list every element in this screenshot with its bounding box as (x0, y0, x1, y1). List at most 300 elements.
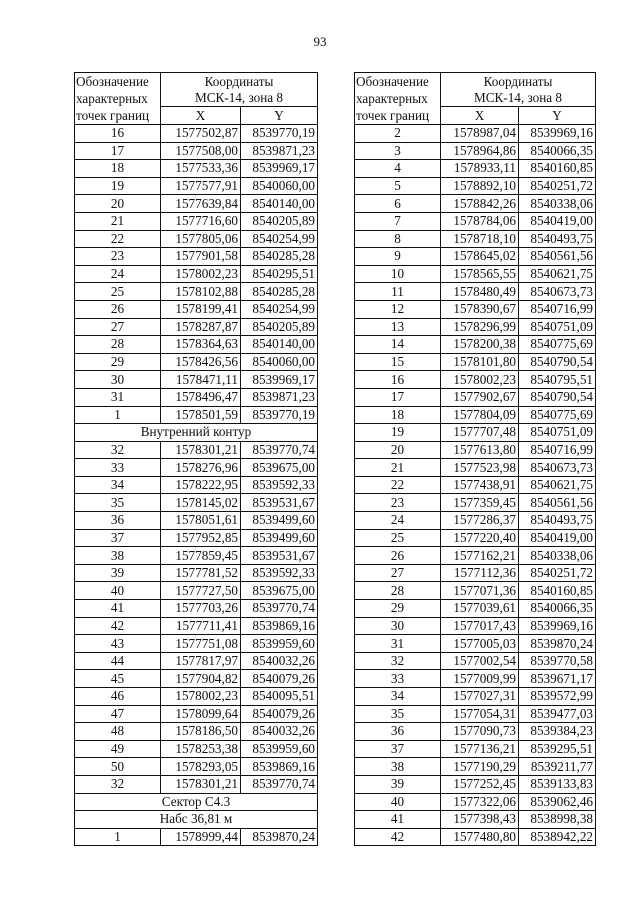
point-number: 41 (75, 600, 161, 618)
section-label: Сектор С4.3 (75, 793, 318, 811)
y-coordinate: 8540160,85 (519, 160, 596, 178)
x-coordinate: 1577220,40 (441, 529, 519, 547)
table-row (75, 635, 318, 653)
y-coordinate: 8540338,06 (519, 195, 596, 213)
table-row (75, 740, 318, 758)
x-coordinate: 1578099,64 (161, 705, 241, 723)
point-number: 43 (75, 635, 161, 653)
page-number: 93 (313, 34, 327, 49)
x-coordinate: 1577054,31 (441, 705, 519, 723)
x-coordinate: 1577322,06 (441, 793, 519, 811)
x-coordinate: 1578390,67 (441, 300, 519, 318)
designation-header-line: Обозначение (356, 74, 429, 89)
section-row (75, 811, 318, 829)
x-coordinate: 1577002,54 (441, 652, 519, 670)
x-coordinate: 1577027,31 (441, 688, 519, 706)
point-number: 48 (75, 723, 161, 741)
x-coordinate: 1578496,47 (161, 388, 241, 406)
section-label: Набс 36,81 м (75, 811, 318, 829)
y-coordinate: 8540790,54 (519, 388, 596, 406)
point-number: 16 (355, 371, 441, 389)
y-coordinate: 8539133,83 (519, 775, 596, 793)
x-coordinate: 1578002,23 (161, 265, 241, 283)
y-coordinate: 8539499,60 (241, 512, 318, 530)
y-coordinate: 8540716,99 (519, 441, 596, 459)
y-coordinate: 8540079,26 (241, 705, 318, 723)
table-row (355, 406, 596, 424)
table-row (355, 740, 596, 758)
y-coordinate: 8539384,23 (519, 723, 596, 741)
point-number: 50 (75, 758, 161, 776)
table-row (75, 336, 318, 354)
x-coordinate: 1578253,38 (161, 740, 241, 758)
x-coordinate: 1578293,05 (161, 758, 241, 776)
y-coordinate: 8539770,74 (241, 600, 318, 618)
x-coordinate: 1577005,03 (441, 635, 519, 653)
table-row (75, 300, 318, 318)
point-number: 42 (75, 617, 161, 635)
table-row (355, 811, 596, 829)
y-coordinate: 8540140,00 (241, 195, 318, 213)
y-coordinate: 8540419,00 (519, 212, 596, 230)
coordinates-table-left (74, 72, 318, 846)
x-coordinate: 1577162,21 (441, 547, 519, 565)
x-coordinate: 1578276,96 (161, 459, 241, 477)
table-row (75, 142, 318, 160)
table-row (355, 265, 596, 283)
y-coordinate: 8540205,89 (241, 318, 318, 336)
point-number: 3 (355, 142, 441, 160)
x-coordinate: 1577751,08 (161, 635, 241, 653)
point-number: 30 (355, 617, 441, 635)
y-coordinate: 8540673,73 (519, 283, 596, 301)
table-row (355, 635, 596, 653)
point-number: 20 (75, 195, 161, 213)
y-column-header: Y (519, 107, 596, 125)
point-number: 21 (75, 212, 161, 230)
point-number: 29 (355, 600, 441, 618)
x-column-header: X (161, 107, 241, 125)
x-coordinate: 1578784,06 (441, 212, 519, 230)
header-row (75, 73, 318, 107)
table-row (355, 248, 596, 266)
x-coordinate: 1578842,26 (441, 195, 519, 213)
x-coordinate: 1577902,67 (441, 388, 519, 406)
section-label: Внутренний контур (75, 424, 318, 442)
point-number: 1 (75, 828, 161, 846)
table-row (355, 353, 596, 371)
y-coordinate: 8540079,26 (241, 670, 318, 688)
coordinates-header-line: Координаты (204, 73, 274, 89)
y-coordinate: 8540716,99 (519, 300, 596, 318)
x-coordinate: 1577071,36 (441, 582, 519, 600)
x-coordinate: 1578471,11 (161, 371, 241, 389)
table-row (355, 600, 596, 618)
y-coordinate: 8539499,60 (241, 529, 318, 547)
table-row (75, 828, 318, 846)
table-row (355, 336, 596, 354)
table-row (355, 230, 596, 248)
x-coordinate: 1577090,73 (441, 723, 519, 741)
x-coordinate: 1577039,61 (441, 600, 519, 618)
y-coordinate: 8540095,51 (241, 688, 318, 706)
x-coordinate: 1578199,41 (161, 300, 241, 318)
point-number: 41 (355, 811, 441, 829)
x-coordinate: 1578002,23 (161, 688, 241, 706)
point-number: 32 (75, 441, 161, 459)
x-coordinate: 1578002,23 (441, 371, 519, 389)
table-row (75, 512, 318, 530)
y-coordinate: 8540251,72 (519, 564, 596, 582)
table-row (75, 564, 318, 582)
point-number: 20 (355, 441, 441, 459)
point-number: 46 (75, 688, 161, 706)
point-number: 10 (355, 265, 441, 283)
coordinates-header (441, 73, 596, 107)
table-row (355, 652, 596, 670)
point-number: 27 (355, 564, 441, 582)
section-row (75, 424, 318, 442)
point-number: 35 (355, 705, 441, 723)
y-coordinate: 8539295,51 (519, 740, 596, 758)
x-coordinate: 1577438,91 (441, 476, 519, 494)
y-column-header: Y (241, 107, 318, 125)
table-row (75, 670, 318, 688)
y-coordinate: 8540338,06 (519, 547, 596, 565)
table-row (355, 828, 596, 846)
table-row (355, 476, 596, 494)
x-coordinate: 1577252,45 (441, 775, 519, 793)
table-row (75, 125, 318, 143)
point-number: 26 (75, 300, 161, 318)
y-coordinate: 8540561,56 (519, 248, 596, 266)
point-number: 47 (75, 705, 161, 723)
designation-header (75, 73, 161, 125)
table-row (75, 582, 318, 600)
y-coordinate: 8540060,00 (241, 353, 318, 371)
point-number: 2 (355, 125, 441, 143)
table-row (75, 388, 318, 406)
x-coordinate: 1577398,43 (441, 811, 519, 829)
x-coordinate: 1577533,36 (161, 160, 241, 178)
y-coordinate: 8539969,16 (519, 125, 596, 143)
y-coordinate: 8539870,24 (519, 635, 596, 653)
y-coordinate: 8540561,56 (519, 494, 596, 512)
y-coordinate: 8540160,85 (519, 582, 596, 600)
x-coordinate: 1578364,63 (161, 336, 241, 354)
point-number: 12 (355, 300, 441, 318)
y-coordinate: 8540751,09 (519, 424, 596, 442)
y-coordinate: 8539675,00 (241, 459, 318, 477)
x-coordinate: 1577817,97 (161, 652, 241, 670)
x-coordinate: 1577716,60 (161, 212, 241, 230)
table-row (75, 775, 318, 793)
x-coordinate: 1577577,91 (161, 177, 241, 195)
y-coordinate: 8540751,09 (519, 318, 596, 336)
y-coordinate: 8539959,60 (241, 740, 318, 758)
x-coordinate: 1577639,84 (161, 195, 241, 213)
y-coordinate: 8539770,19 (241, 406, 318, 424)
table-row (75, 160, 318, 178)
coordinates-header-line: Координаты (483, 73, 553, 89)
y-coordinate: 8539477,03 (519, 705, 596, 723)
x-coordinate: 1577613,80 (441, 441, 519, 459)
point-number: 34 (75, 476, 161, 494)
point-number: 36 (355, 723, 441, 741)
x-coordinate: 1578145,02 (161, 494, 241, 512)
y-coordinate: 8540621,75 (519, 265, 596, 283)
x-coordinate: 1577502,87 (161, 125, 241, 143)
table-row (75, 406, 318, 424)
x-coordinate: 1578892,10 (441, 177, 519, 195)
x-coordinate: 1577136,21 (441, 740, 519, 758)
y-coordinate: 8540295,51 (241, 265, 318, 283)
table-row (355, 494, 596, 512)
point-number: 28 (75, 336, 161, 354)
y-coordinate: 8540790,54 (519, 353, 596, 371)
table-row (355, 160, 596, 178)
point-number: 44 (75, 652, 161, 670)
table-row (355, 688, 596, 706)
point-number: 23 (355, 494, 441, 512)
table-row (75, 476, 318, 494)
point-number: 30 (75, 371, 161, 389)
x-coordinate: 1577480,80 (441, 828, 519, 846)
point-number: 8 (355, 230, 441, 248)
section-row (75, 793, 318, 811)
y-coordinate: 8539959,60 (241, 635, 318, 653)
y-coordinate: 8539770,74 (241, 775, 318, 793)
x-coordinate: 1578051,61 (161, 512, 241, 530)
y-coordinate: 8539969,17 (241, 371, 318, 389)
designation-header-line: характерных (356, 91, 428, 106)
x-coordinate: 1578645,02 (441, 248, 519, 266)
table-row (75, 600, 318, 618)
point-number: 4 (355, 160, 441, 178)
point-number: 40 (355, 793, 441, 811)
y-coordinate: 8539871,23 (241, 142, 318, 160)
designation-header-line: Обозначение (76, 74, 149, 89)
point-number: 32 (75, 775, 161, 793)
y-coordinate: 8540673,73 (519, 459, 596, 477)
x-coordinate: 1578987,04 (441, 125, 519, 143)
point-number: 36 (75, 512, 161, 530)
point-number: 15 (355, 353, 441, 371)
y-coordinate: 8539770,58 (519, 652, 596, 670)
point-number: 17 (75, 142, 161, 160)
point-number: 14 (355, 336, 441, 354)
table-row (355, 177, 596, 195)
table-row (75, 441, 318, 459)
x-coordinate: 1577781,52 (161, 564, 241, 582)
point-number: 42 (355, 828, 441, 846)
point-number: 17 (355, 388, 441, 406)
x-coordinate: 1577711,41 (161, 617, 241, 635)
point-number: 22 (75, 230, 161, 248)
y-coordinate: 8540285,28 (241, 248, 318, 266)
x-coordinate: 1577508,00 (161, 142, 241, 160)
coordinates-header-line: МСК-14, зона 8 (194, 89, 284, 105)
y-coordinate: 8539062,46 (519, 793, 596, 811)
coordinates-header (161, 73, 318, 107)
x-coordinate: 1578222,95 (161, 476, 241, 494)
coordinates-table-right (354, 72, 596, 846)
point-number: 49 (75, 740, 161, 758)
y-coordinate: 8540060,00 (241, 177, 318, 195)
y-coordinate: 8539592,33 (241, 564, 318, 582)
table-row (355, 670, 596, 688)
table-row (75, 195, 318, 213)
y-coordinate: 8540285,28 (241, 283, 318, 301)
y-coordinate: 8539770,19 (241, 125, 318, 143)
x-coordinate: 1577804,09 (441, 406, 519, 424)
y-coordinate: 8540795,51 (519, 371, 596, 389)
table-row (355, 459, 596, 477)
table-row (355, 283, 596, 301)
table-row (75, 529, 318, 547)
y-coordinate: 8539969,16 (519, 617, 596, 635)
x-coordinate: 1578718,10 (441, 230, 519, 248)
designation-header-line: характерных (76, 91, 148, 106)
y-coordinate: 8539870,24 (241, 828, 318, 846)
table-row (75, 494, 318, 512)
coordinates-header-line: МСК-14, зона 8 (473, 89, 563, 105)
table-row (75, 617, 318, 635)
table-row (355, 617, 596, 635)
point-number: 5 (355, 177, 441, 195)
table-row (355, 564, 596, 582)
y-coordinate: 8538998,38 (519, 811, 596, 829)
designation-header-line: точек границ (76, 108, 150, 123)
point-number: 6 (355, 195, 441, 213)
point-number: 19 (355, 424, 441, 442)
x-coordinate: 1577703,26 (161, 600, 241, 618)
table-row (75, 177, 318, 195)
point-number: 35 (75, 494, 161, 512)
y-coordinate: 8539592,33 (241, 476, 318, 494)
designation-header (355, 73, 441, 125)
x-coordinate: 1578296,99 (441, 318, 519, 336)
point-number: 38 (355, 758, 441, 776)
table-row (355, 300, 596, 318)
x-coordinate: 1577727,50 (161, 582, 241, 600)
point-number: 34 (355, 688, 441, 706)
x-coordinate: 1577009,99 (441, 670, 519, 688)
table-row (355, 529, 596, 547)
y-coordinate: 8539869,16 (241, 617, 318, 635)
y-coordinate: 8540254,99 (241, 300, 318, 318)
point-number: 31 (355, 635, 441, 653)
table-row (75, 688, 318, 706)
x-coordinate: 1577859,45 (161, 547, 241, 565)
point-number: 7 (355, 212, 441, 230)
table-row (355, 125, 596, 143)
y-coordinate: 8538942,22 (519, 828, 596, 846)
y-coordinate: 8540205,89 (241, 212, 318, 230)
table-row (355, 582, 596, 600)
y-coordinate: 8539871,23 (241, 388, 318, 406)
point-number: 28 (355, 582, 441, 600)
x-coordinate: 1578301,21 (161, 441, 241, 459)
table-row (355, 424, 596, 442)
y-coordinate: 8540032,26 (241, 652, 318, 670)
table-row (75, 212, 318, 230)
x-coordinate: 1577286,37 (441, 512, 519, 530)
point-number: 45 (75, 670, 161, 688)
point-number: 16 (75, 125, 161, 143)
table-row (75, 652, 318, 670)
y-coordinate: 8540775,69 (519, 336, 596, 354)
point-number: 18 (75, 160, 161, 178)
table-row (75, 705, 318, 723)
table-row (75, 283, 318, 301)
x-coordinate: 1578101,80 (441, 353, 519, 371)
point-number: 32 (355, 652, 441, 670)
x-coordinate: 1578480,49 (441, 283, 519, 301)
header-row (355, 73, 596, 107)
x-coordinate: 1578999,44 (161, 828, 241, 846)
x-coordinate: 1578964,86 (441, 142, 519, 160)
y-coordinate: 8540493,75 (519, 512, 596, 530)
table-row (355, 318, 596, 336)
table-row (75, 723, 318, 741)
point-number: 29 (75, 353, 161, 371)
table-row (355, 441, 596, 459)
table-row (75, 230, 318, 248)
table-row (355, 512, 596, 530)
point-number: 33 (75, 459, 161, 477)
table-row (355, 775, 596, 793)
y-coordinate: 8540066,35 (519, 600, 596, 618)
point-number: 37 (355, 740, 441, 758)
x-coordinate: 1578287,87 (161, 318, 241, 336)
table-row (75, 318, 318, 336)
table-row (355, 723, 596, 741)
point-number: 25 (75, 283, 161, 301)
x-coordinate: 1578186,50 (161, 723, 241, 741)
y-coordinate: 8540775,69 (519, 406, 596, 424)
y-coordinate: 8539531,67 (241, 547, 318, 565)
table-row (355, 195, 596, 213)
point-number: 21 (355, 459, 441, 477)
table-row (75, 758, 318, 776)
y-coordinate: 8540066,35 (519, 142, 596, 160)
x-coordinate: 1578501,59 (161, 406, 241, 424)
y-coordinate: 8540140,00 (241, 336, 318, 354)
table-row (75, 459, 318, 477)
point-number: 39 (75, 564, 161, 582)
point-number: 27 (75, 318, 161, 336)
point-number: 33 (355, 670, 441, 688)
table-row (355, 371, 596, 389)
x-coordinate: 1577112,36 (441, 564, 519, 582)
point-number: 22 (355, 476, 441, 494)
point-number: 1 (75, 406, 161, 424)
y-coordinate: 8540621,75 (519, 476, 596, 494)
y-coordinate: 8539671,17 (519, 670, 596, 688)
table-row (75, 371, 318, 389)
point-number: 24 (355, 512, 441, 530)
y-coordinate: 8540251,72 (519, 177, 596, 195)
table-row (355, 547, 596, 565)
x-coordinate: 1578565,55 (441, 265, 519, 283)
table-row (355, 758, 596, 776)
x-coordinate: 1577017,43 (441, 617, 519, 635)
point-number: 40 (75, 582, 161, 600)
x-coordinate: 1578102,88 (161, 283, 241, 301)
point-number: 39 (355, 775, 441, 793)
point-number: 18 (355, 406, 441, 424)
